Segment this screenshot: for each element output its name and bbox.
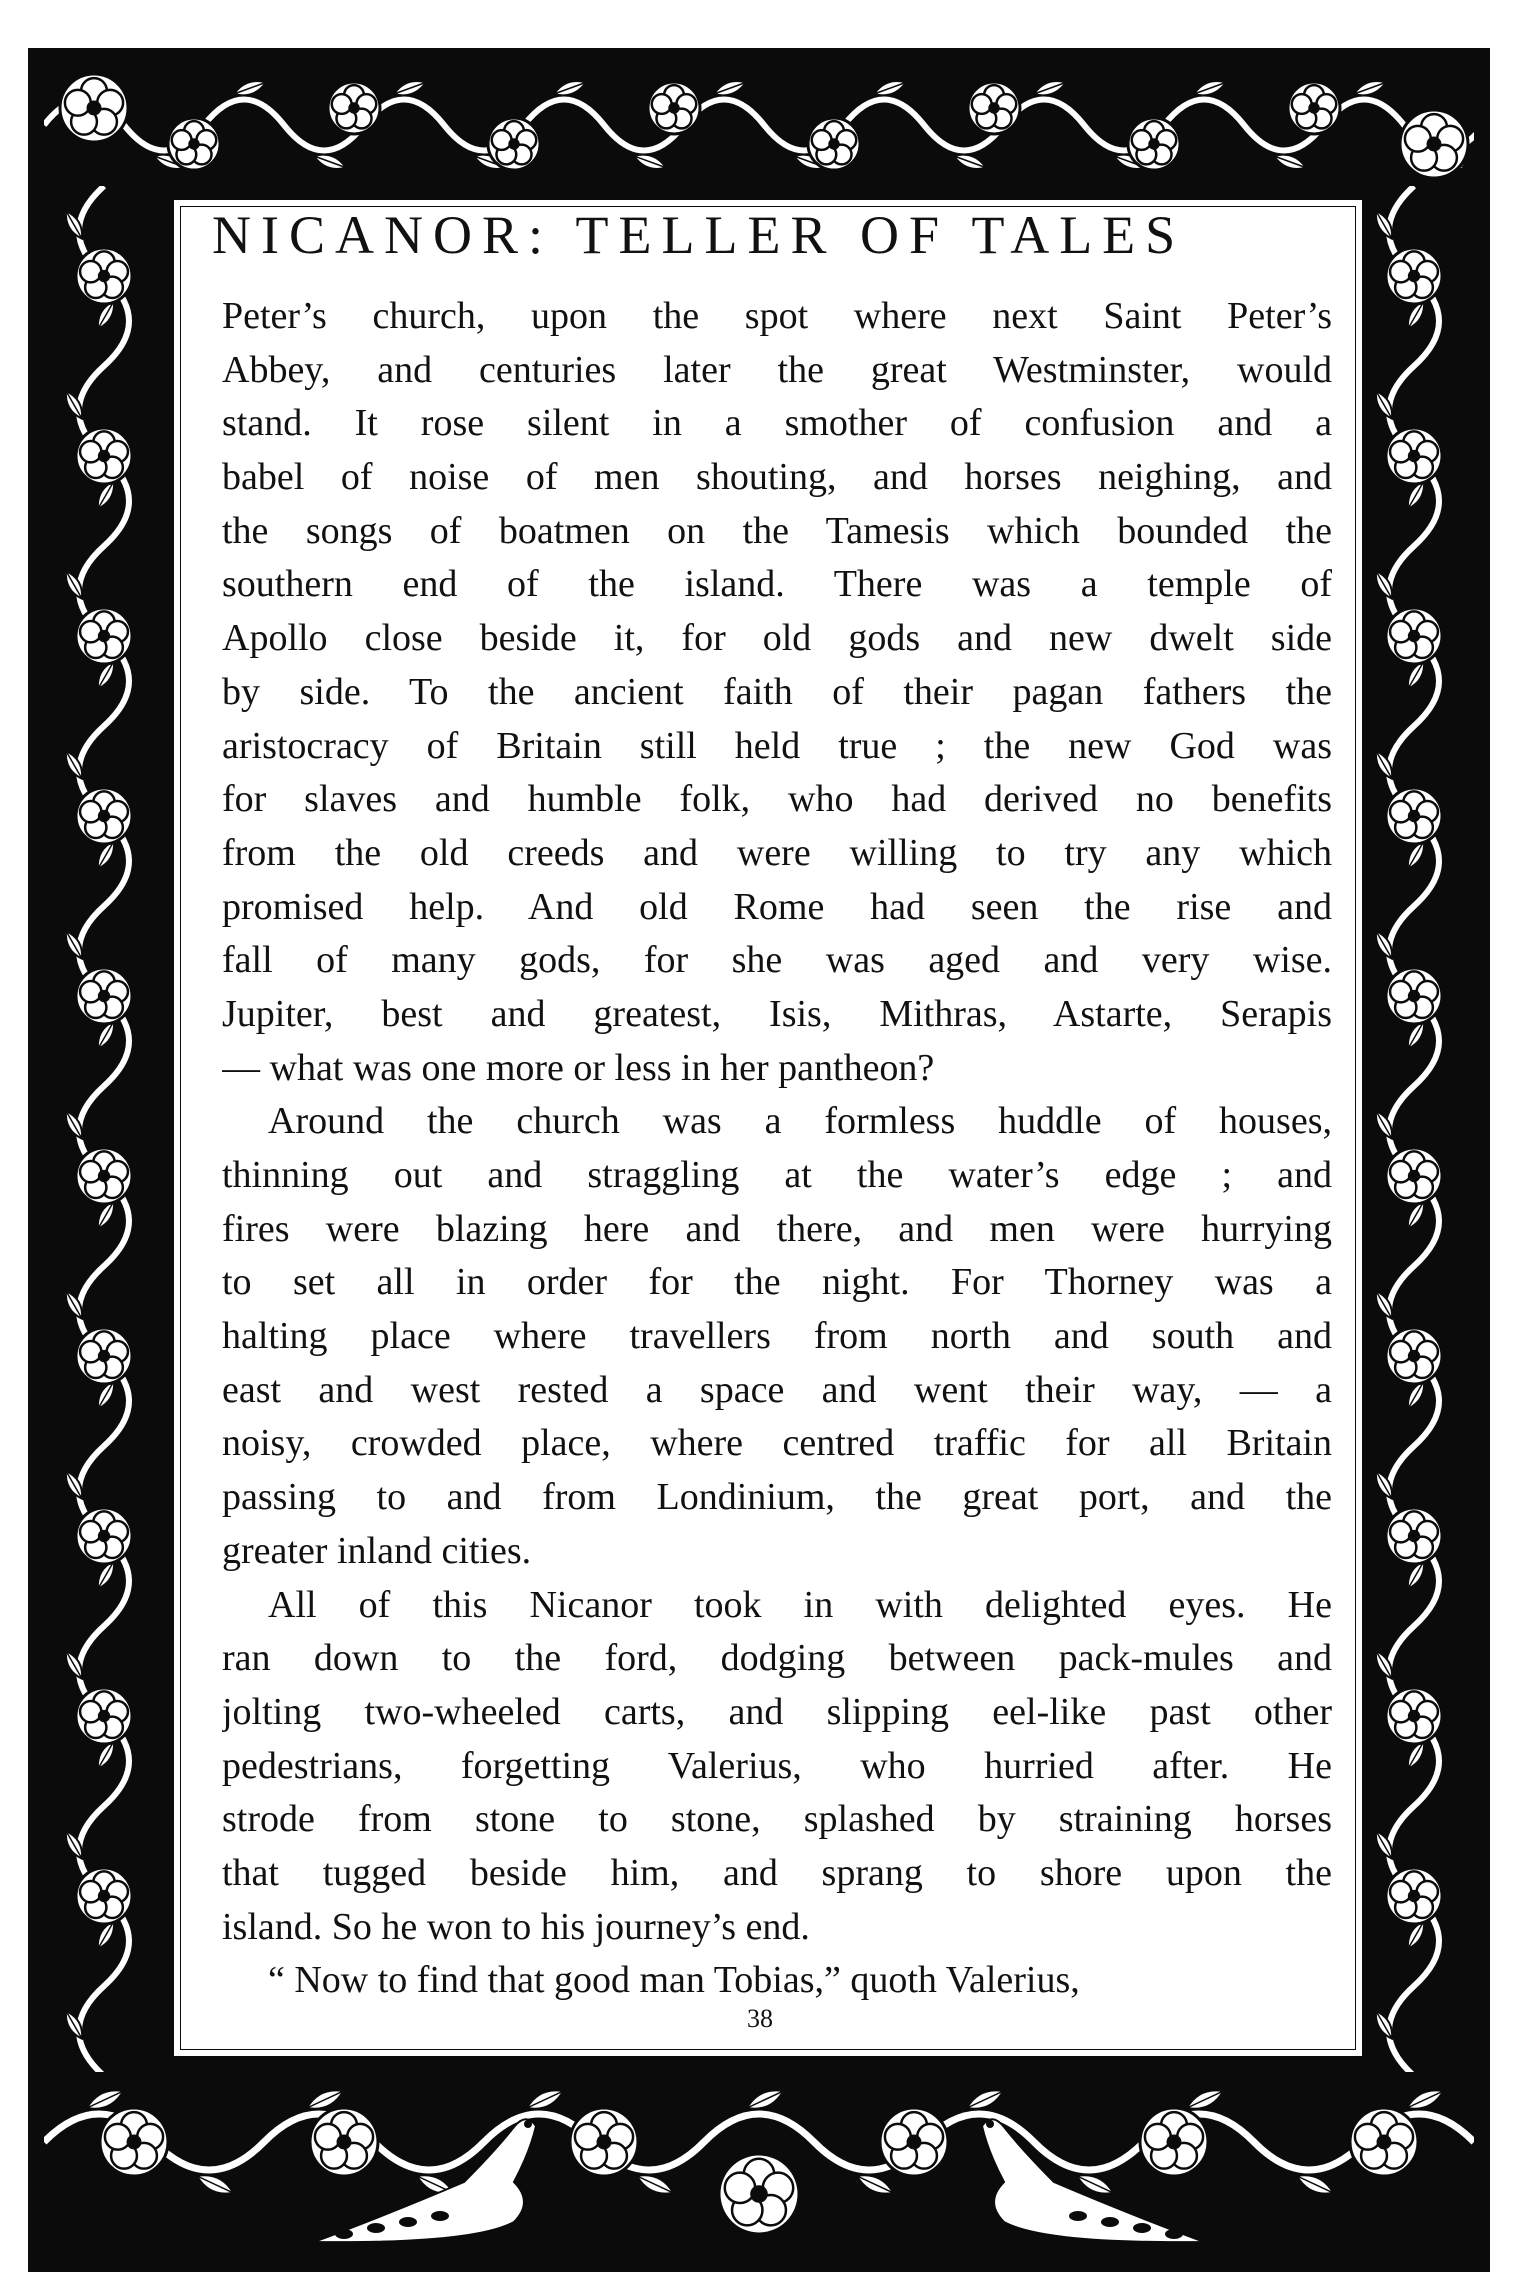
body-text <box>222 290 1332 2008</box>
text-line: that tugged beside him, and sprang to shore upon the <box>222 1851 1332 1894</box>
rose-icon <box>76 428 132 484</box>
rose-icon <box>880 2108 948 2176</box>
bottom-ornament-band <box>44 2072 1474 2256</box>
text-line: fires were blazing here and there, and men were hurrying <box>222 1207 1332 1250</box>
rose-icon <box>328 82 380 134</box>
text-line: All of this Nicanor took in with delighted eyes. He <box>268 1583 1332 1626</box>
text-line: Peter’s church, upon the spot where next Saint Peter’s <box>222 295 1332 337</box>
text-line: thinning out and straggling at the water’s edge ; and <box>222 1154 1332 1196</box>
rose-icon <box>808 118 860 170</box>
rose-icon <box>1128 118 1180 170</box>
rose-icon <box>1350 2108 1418 2176</box>
rose-icon <box>1386 968 1442 1024</box>
rose-icon <box>1386 1688 1442 1744</box>
rose-icon <box>1386 608 1442 664</box>
text-line: stand. It rose silent in a smother of confusion and a <box>222 402 1332 445</box>
text-line: pedestrians, forgetting Valerius, who hurried after. He <box>222 1744 1332 1787</box>
text-line: southern end of the island. There was a temple of <box>222 563 1332 606</box>
peacock-and-rose-ornament <box>44 2072 1474 2256</box>
rose-icon <box>968 82 1020 134</box>
text-line: the songs of boatmen on the Tamesis which bounded the <box>222 509 1332 552</box>
rose-icon <box>648 82 700 134</box>
page-number: 38 <box>747 2004 773 2033</box>
text-line: greater inland cities. <box>222 1529 532 1572</box>
rose-icon <box>1288 82 1340 134</box>
rose-icon <box>1386 1148 1442 1204</box>
text-line: noisy, crowded place, where centred traffic for all Britain <box>222 1422 1332 1465</box>
rose-icon <box>76 1328 132 1384</box>
rose-icon <box>1386 428 1442 484</box>
rose-icon <box>76 248 132 304</box>
text-line: east and west rested a space and went their way, — a <box>222 1368 1332 1411</box>
rose-icon <box>1140 2108 1208 2176</box>
text-line: from the old creeds and were willing to try any which <box>222 831 1332 874</box>
running-head: NICANOR: TELLER OF TALES <box>212 205 1186 265</box>
text-line: for slaves and humble folk, who had derived no benefits <box>222 778 1332 821</box>
rose-icon <box>488 118 540 170</box>
rose-icon <box>76 968 132 1024</box>
text-line: strode from stone to stone, splashed by straining horses <box>222 1798 1332 1841</box>
top-ornament-band <box>44 64 1474 186</box>
text-line: halting place where travellers from north and south and <box>222 1315 1332 1358</box>
text-line: jolting two-wheeled carts, and slipping eel-like past other <box>222 1690 1332 1733</box>
vine-and-rose-ornament <box>44 64 1474 186</box>
text-line: aristocracy of Britain still held true ; the new God was <box>222 724 1332 767</box>
text-line: to set all in order for the night. For Thorney was a <box>222 1261 1332 1304</box>
vine-and-rose-ornament <box>44 186 164 2072</box>
right-ornament-band <box>1354 186 1474 2072</box>
text-line: fall of many gods, for she was aged and very wise. <box>222 939 1332 982</box>
text-line: promised help. And old Rome had seen the rise and <box>222 885 1332 928</box>
text-line: island. So he won to his journey’s end. <box>222 1905 810 1948</box>
text-line: Abbey, and centuries later the great Westminster, would <box>222 348 1332 391</box>
text-line: by side. To the ancient faith of their pagan fathers the <box>222 670 1332 713</box>
text-line: Around the church was a formless huddle of houses, <box>268 1100 1332 1143</box>
rose-icon <box>1386 788 1442 844</box>
rose-icon <box>1386 1328 1442 1384</box>
rose-icon <box>570 2108 638 2176</box>
rose-icon <box>76 1868 132 1924</box>
text-line: Jupiter, best and greatest, Isis, Mithras, Astarte, Serapis <box>222 992 1332 1035</box>
rose-icon <box>76 788 132 844</box>
rose-icon <box>76 608 132 664</box>
text-line: — what was one more or less in her pantheon? <box>222 1046 935 1089</box>
left-ornament-band <box>44 186 164 2072</box>
text-line: “ Now to find that good man Tobias,” quoth Valerius, <box>268 1959 1080 2002</box>
rose-icon <box>76 1508 132 1564</box>
rose-icon <box>76 1688 132 1744</box>
rose-icon <box>1386 1868 1442 1924</box>
rose-icon <box>1386 1508 1442 1564</box>
rose-icon <box>719 2154 799 2234</box>
rose-icon <box>100 2108 168 2176</box>
text-line: passing to and from Londinium, the great port, and the <box>222 1476 1332 1519</box>
text-line: babel of noise of men shouting, and horses neighing, and <box>222 456 1332 499</box>
rose-icon <box>60 74 128 142</box>
rose-icon <box>1386 248 1442 304</box>
rose-icon <box>76 1148 132 1204</box>
rose-icon <box>310 2108 378 2176</box>
text-line: Apollo close beside it, for old gods and new dwelt side <box>222 617 1332 660</box>
vine-and-rose-ornament <box>1354 186 1474 2072</box>
rose-icon <box>1400 110 1468 178</box>
rose-icon <box>168 118 220 170</box>
text-line: ran down to the ford, dodging between pack-mules and <box>222 1637 1332 1680</box>
